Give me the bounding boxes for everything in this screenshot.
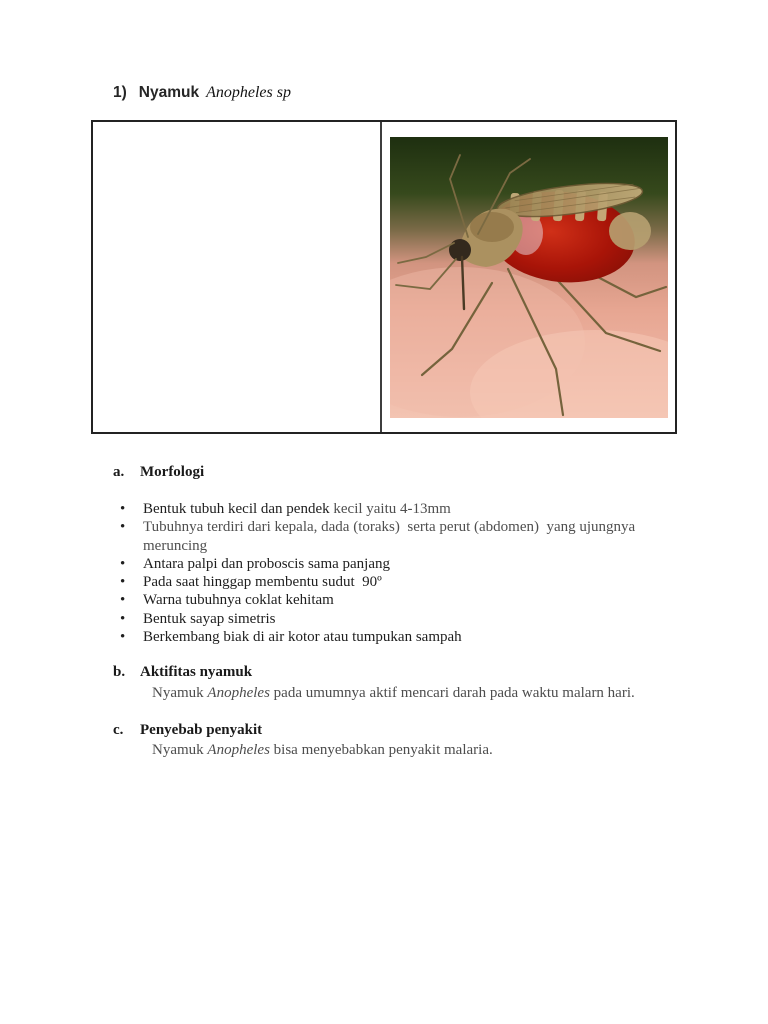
species-italic: Anopheles bbox=[207, 685, 270, 701]
section-title: Aktifitas nyamuk bbox=[140, 664, 253, 680]
species-italic: Anopheles bbox=[207, 742, 270, 758]
bullet-text: Berkembang biak di air kotor atau tumpukan sampah bbox=[143, 629, 462, 646]
figure-table-empty-cell bbox=[93, 122, 382, 432]
bullet-text: Antara palpi dan proboscis sama panjang bbox=[143, 555, 391, 572]
bullet-text-gray: kecil yaitu 4-13mm bbox=[329, 501, 451, 517]
paragraph-text: Nyamuk bbox=[152, 742, 208, 758]
bullet-icon: • bbox=[120, 519, 126, 536]
heading-species-name: Anopheles sp bbox=[206, 84, 291, 101]
bullet-text: Pada saat hinggap membentu sudut 90º bbox=[143, 574, 382, 591]
mosquito-photo bbox=[390, 137, 668, 418]
paragraph-text: Nyamuk bbox=[152, 685, 208, 701]
bullet-icon: • bbox=[120, 574, 126, 591]
list-item bbox=[118, 628, 670, 646]
section-letter: b. bbox=[113, 664, 126, 680]
paragraph-text: bisa menyebabkan penyakit malaria. bbox=[269, 742, 493, 758]
figure-table bbox=[91, 120, 677, 434]
list-item-heading bbox=[113, 84, 291, 102]
section-letter: a. bbox=[113, 464, 125, 480]
bullet-text: Bentuk sayap simetris bbox=[143, 610, 276, 627]
bullet-icon: • bbox=[120, 629, 126, 646]
list-item bbox=[118, 518, 670, 555]
bullet-icon: • bbox=[120, 555, 126, 572]
section-heading-aktifitas bbox=[113, 664, 252, 681]
list-item bbox=[118, 500, 670, 518]
penyebab-paragraph bbox=[152, 742, 493, 759]
list-item bbox=[118, 591, 670, 609]
bullet-icon: • bbox=[120, 610, 126, 627]
section-heading-morfologi bbox=[113, 464, 204, 481]
bullet-text: Tubuhnya terdiri dari kepala, dada (toraks) serta perut (abdomen) yang ujungnya meruncing bbox=[143, 519, 636, 554]
bullet-text-dark: Bentuk tubuh kecil dan pendek bbox=[143, 501, 330, 517]
heading-number: 1) bbox=[113, 84, 127, 101]
paragraph-text: pada umumnya aktif mencari darah pada waktu malarn hari. bbox=[269, 685, 635, 701]
bullet-icon: • bbox=[120, 501, 126, 517]
section-title: Penyebab penyakit bbox=[140, 722, 263, 738]
morfologi-bullet-list bbox=[118, 500, 670, 646]
bullet-text: Warna tubuhnya coklat kehitam bbox=[143, 592, 334, 609]
list-item bbox=[118, 555, 670, 573]
bullet-icon: • bbox=[120, 592, 126, 609]
list-item bbox=[118, 573, 670, 591]
section-heading-penyebab bbox=[113, 722, 262, 739]
aktifitas-paragraph bbox=[152, 685, 635, 702]
heading-word: Nyamuk bbox=[138, 84, 200, 101]
section-title: Morfologi bbox=[140, 464, 205, 480]
list-item bbox=[118, 610, 670, 628]
figure-table-photo-cell bbox=[382, 122, 675, 432]
section-letter: c. bbox=[113, 722, 124, 738]
mosquito-head bbox=[449, 239, 471, 261]
